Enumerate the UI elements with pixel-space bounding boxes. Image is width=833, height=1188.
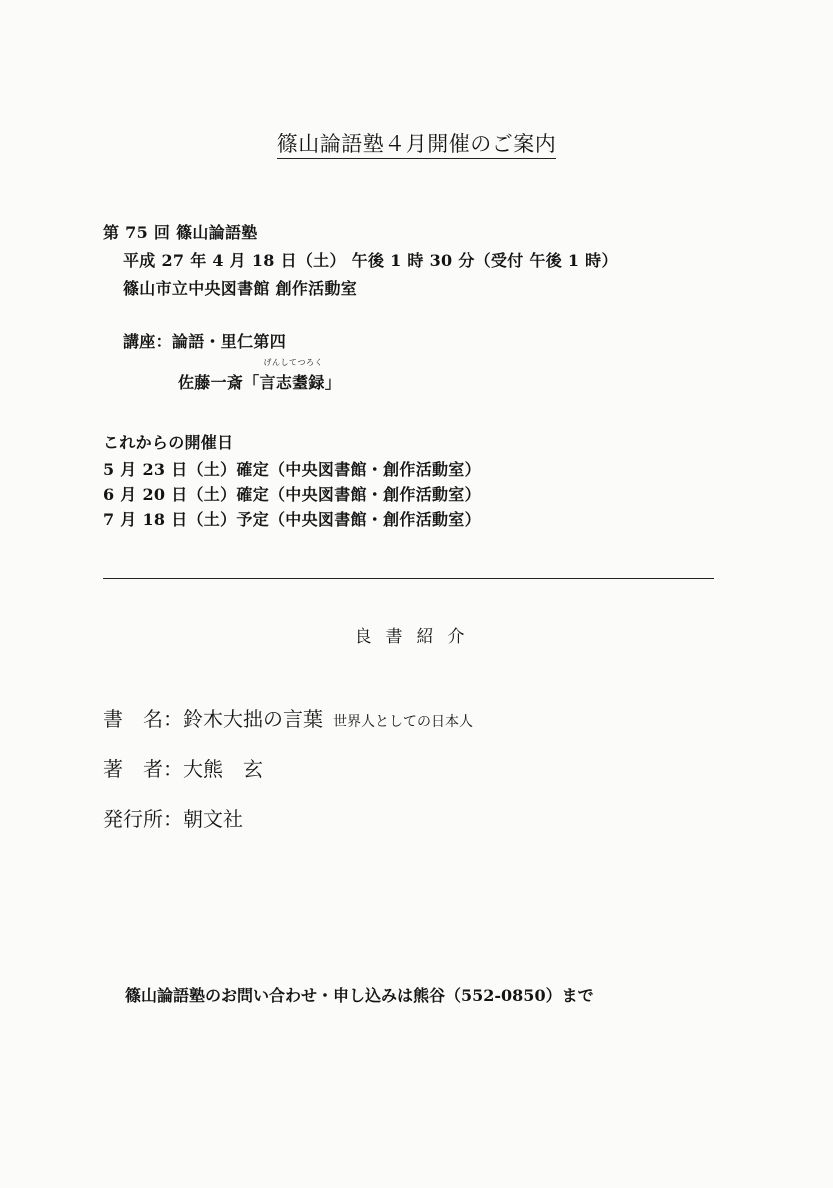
book-title-value: 鈴木大拙の言葉 [183,707,323,731]
lecture-book-title: 言志耋録 [259,373,325,392]
lecture-book-prefix: 佐藤一斎「 [178,373,260,392]
lecture-author-book [178,358,342,393]
book-author-label: 著 者： [103,757,183,781]
book-title-label: 書 名： [103,707,183,731]
book-publisher-label: 発行所： [103,807,183,831]
session-datetime: 平成 27 年 4 月 18 日（土） 午後 1 時 30 分（受付 午後 1 時） [123,251,618,270]
book-author-row [103,753,263,782]
session-number: 第 75 回 篠山論語塾 [103,223,258,242]
book-publisher-row [103,803,243,832]
book-publisher-value: 朝文社 [183,807,243,831]
lecture-book-ruby-wrap [259,358,325,393]
contact-info: 篠山論語塾のお問い合わせ・申し込みは熊谷（552-0850）まで [125,986,594,1005]
upcoming-date-item: 5 月 23 日（土）確定（中央図書館・創作活動室） [103,460,481,479]
book-subtitle: 世界人としての日本人 [333,714,473,730]
session-venue: 篠山市立中央図書館 創作活動室 [123,279,358,298]
section-divider [103,578,714,579]
page-title [0,128,833,158]
book-intro-heading: 良書紹介 [354,627,479,647]
lecture-book-ruby: げんしてつろく [263,358,324,367]
lecture-topic: 講座：論語・里仁第四 [123,332,287,351]
lecture-book-suffix: 」 [324,373,342,392]
upcoming-heading: これからの開催日 [103,433,234,452]
book-author-value: 大熊 玄 [183,757,263,781]
page-title-text: 篠山論語塾４月開催のご案内 [277,132,557,159]
upcoming-date-item: 7 月 18 日（土）予定（中央図書館・創作活動室） [103,510,481,529]
book-title-row [103,703,473,732]
upcoming-date-item: 6 月 20 日（土）確定（中央図書館・創作活動室） [103,485,481,504]
